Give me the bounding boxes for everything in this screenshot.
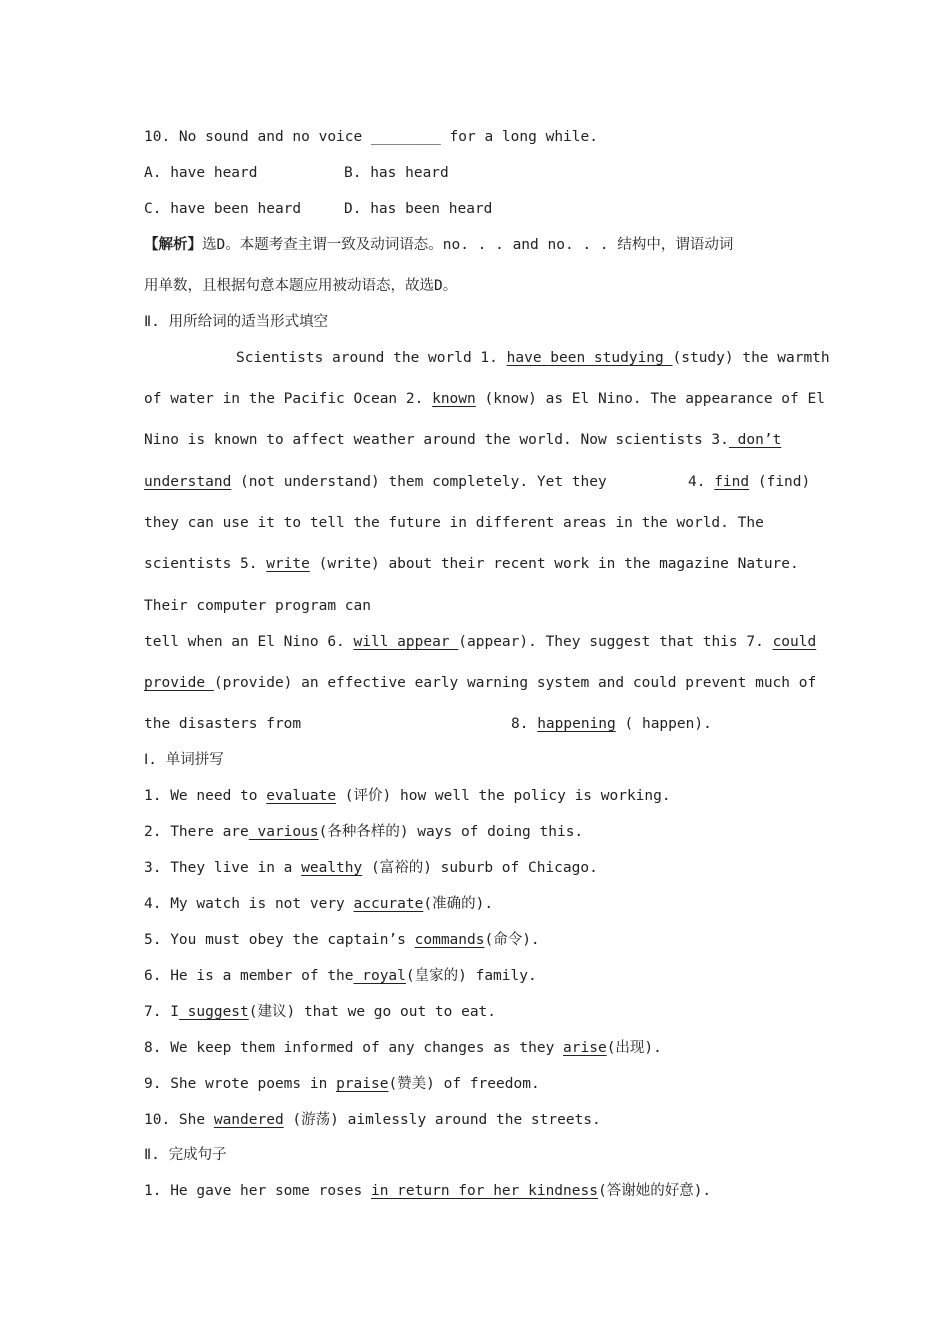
sentence-1: 1. He gave her some roses in return for her kindness(答谢她的好意).: [144, 1183, 712, 1199]
q10-stem: 10. No sound and no voice ________ for a long while.: [144, 129, 598, 145]
passage-line-10: the disasters from 8. happening ( happen).: [144, 716, 712, 732]
spelling-answer: praise: [336, 1076, 389, 1092]
q10-analysis-line1: 【解析】选D。本题考查主谓一致及动词语态。no. . . and no. . . 结构中，谓语动词: [144, 237, 734, 253]
list-item: 4. My watch is not very accurate(准确的).: [144, 896, 494, 912]
answer-4: find: [714, 474, 750, 490]
answer-6: will appear: [353, 634, 459, 650]
section-title-spelling: Ⅰ. 单词拼写: [144, 752, 224, 768]
passage-line-1: Scientists around the world 1. have been studying (study) the warmth: [236, 350, 830, 366]
spelling-answer: accurate: [353, 896, 424, 912]
passage-line-4: understand (not understand) them completely. Yet they 4. find (find): [144, 474, 811, 490]
answer-8: happening: [537, 716, 616, 732]
spelling-answer: various: [248, 824, 319, 840]
spelling-answer: royal: [353, 968, 406, 984]
answer-7-part2: provide: [144, 675, 214, 691]
answer-1: have been studying: [506, 350, 673, 366]
spelling-answer: suggest: [178, 1004, 249, 1020]
list-item: 2. There are various(各种各样的) ways of doing this.: [144, 824, 584, 840]
answer-5: write: [266, 556, 310, 572]
analysis-tag: 【解析】: [144, 237, 202, 253]
q10-blank: ________: [370, 129, 441, 145]
passage-line-5: they can use it to tell the future in different areas in the world. The: [144, 515, 764, 531]
spelling-answer: arise: [563, 1040, 607, 1056]
section-title-complete-sentences: Ⅱ. 完成句子: [144, 1147, 227, 1163]
sentence-1-answer: in return for her kindness: [370, 1183, 598, 1199]
list-item: 9. She wrote poems in praise(赞美) of freedom.: [144, 1076, 540, 1092]
list-item: 6. He is a member of the royal(皇家的) family.: [144, 968, 537, 984]
passage-line-6: scientists 5. write (write) about their recent work in the magazine Nature.: [144, 556, 799, 572]
answer-3-part2: understand: [144, 474, 232, 490]
option-c: C. have been heard: [144, 201, 302, 217]
passage-line-2: of water in the Pacific Ocean 2. known (know) as El Nino. The appearance of El: [144, 391, 825, 407]
list-item: 5. You must obey the captain’s commands(命令).: [144, 932, 540, 948]
passage-line-7: Their computer program can: [144, 598, 371, 614]
q10-options-ab: [144, 163, 808, 183]
passage-line-3: Nino is known to affect weather around the world. Now scientists 3. don’t: [144, 432, 782, 448]
list-item: 7. I suggest(建议) that we go out to eat.: [144, 1004, 497, 1020]
option-a: A. have heard: [144, 165, 258, 181]
q10-options-cd: [144, 199, 808, 219]
q10-analysis-line2: 用单数，且根据句意本题应用被动语态，故选D。: [144, 278, 458, 294]
passage-line-9: provide (provide) an effective early warning system and could prevent much of: [144, 675, 817, 691]
answer-7-part1: could: [772, 634, 817, 650]
list-item: 10. She wandered (游荡) aimlessly around the streets.: [144, 1112, 601, 1128]
spelling-answer: commands: [414, 932, 485, 948]
answer-2: known: [432, 391, 476, 407]
answer-3-part1: don’t: [728, 432, 782, 448]
list-item: 3. They live in a wealthy (富裕的) suburb of Chicago.: [144, 860, 598, 876]
option-d: D. has been heard: [344, 201, 493, 217]
section-title-fill-in: Ⅱ. 用所给词的适当形式填空: [144, 314, 329, 330]
passage-line-8: tell when an El Nino 6. will appear (appear). They suggest that this 7. could: [144, 634, 817, 650]
spelling-answer: wealthy: [301, 860, 363, 876]
list-item: 8. We keep them informed of any changes as they arise(出现).: [144, 1040, 662, 1056]
spelling-answer: evaluate: [266, 788, 337, 804]
list-item: 1. We need to evaluate (评价) how well the policy is working.: [144, 788, 671, 804]
spelling-answer: wandered: [213, 1112, 284, 1128]
option-b: B. has heard: [344, 165, 449, 181]
